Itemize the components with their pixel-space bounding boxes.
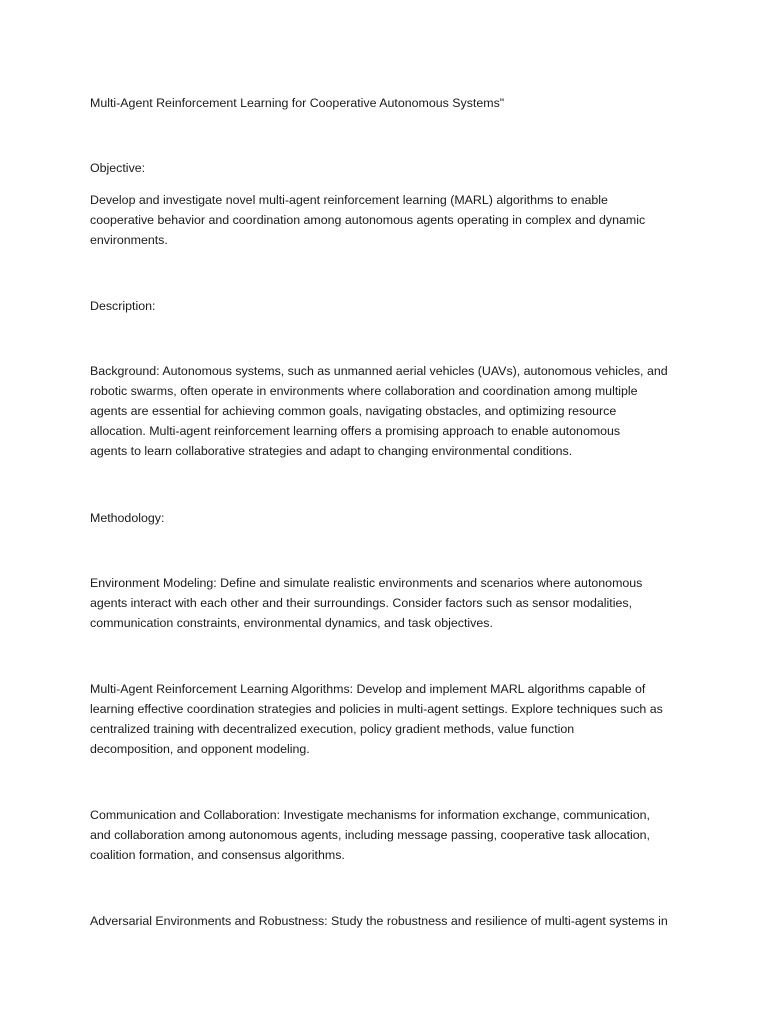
- heading-line: Methodology:: [90, 511, 165, 525]
- paragraph-line: Communication and Collaboration: Investigate mechanisms for information exchange, communication,: [90, 808, 650, 822]
- document-title: [90, 93, 682, 113]
- paragraph-line: allocation. Multi-agent reinforcement learning offers a promising approach to enable autonomous: [90, 424, 621, 438]
- paragraph-line: coalition formation, and consensus algorithms.: [90, 848, 345, 862]
- paragraph-line: agents to learn collaborative strategies and adapt to changing environmental conditions.: [90, 444, 573, 458]
- background-paragraph: [90, 361, 682, 461]
- objective-paragraph: [90, 190, 682, 250]
- marl-algorithms-paragraph: [90, 679, 682, 759]
- heading-line: Description:: [90, 299, 156, 313]
- paragraph-line: agents are essential for achieving common goals, navigating obstacles, and optimizing resource: [90, 404, 617, 418]
- paragraph-line: Background: Autonomous systems, such as unmanned aerial vehicles (UAVs), autonomous vehicles, and: [90, 364, 668, 378]
- paragraph-line: decomposition, and opponent modeling.: [90, 742, 310, 756]
- paragraph-line: robotic swarms, often operate in environments where collaboration and coordination among multiple: [90, 384, 638, 398]
- paragraph-line: agents interact with each other and their surroundings. Consider factors such as sensor modalities,: [90, 596, 633, 610]
- description-heading: [90, 296, 682, 316]
- paragraph-line: Adversarial Environments and Robustness: Study the robustness and resilience of multi-agent systems in: [90, 914, 668, 928]
- paragraph-line: environments.: [90, 233, 168, 247]
- paragraph-line: Develop and investigate novel multi-agent reinforcement learning (MARL) algorithms to enable: [90, 193, 608, 207]
- paragraph-line: Environment Modeling: Define and simulate realistic environments and scenarios where autonomous: [90, 576, 643, 590]
- methodology-heading: [90, 508, 682, 528]
- paragraph-line: learning effective coordination strategies and policies in multi-agent settings. Explore techniques such as: [90, 702, 663, 716]
- adversarial-paragraph: [90, 911, 682, 931]
- communication-paragraph: [90, 805, 682, 865]
- environment-modeling-paragraph: [90, 573, 682, 633]
- paragraph-line: communication constraints, environmental dynamics, and task objectives.: [90, 616, 493, 630]
- objective-heading: [90, 158, 682, 178]
- title-line: Multi-Agent Reinforcement Learning for Cooperative Autonomous Systems": [90, 96, 505, 110]
- paragraph-line: and collaboration among autonomous agents, including message passing, cooperative task allocation,: [90, 828, 650, 842]
- paragraph-line: Multi-Agent Reinforcement Learning Algorithms: Develop and implement MARL algorithms capable of: [90, 682, 646, 696]
- paragraph-line: cooperative behavior and coordination among autonomous agents operating in complex and dynamic: [90, 213, 646, 227]
- paragraph-line: centralized training with decentralized execution, policy gradient methods, value function: [90, 722, 575, 736]
- heading-line: Objective:: [90, 161, 146, 175]
